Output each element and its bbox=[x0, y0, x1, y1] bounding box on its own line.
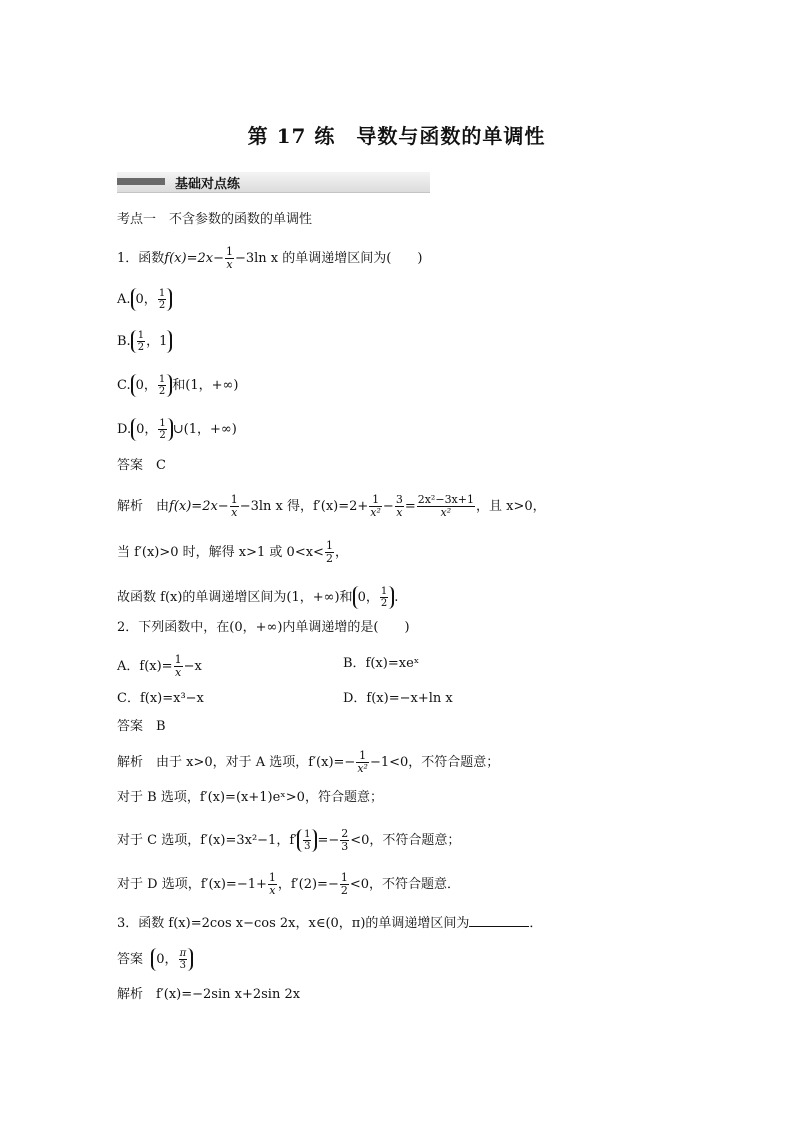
q2-option-a: A．f(x)= $\frac{1}{x}$ −x bbox=[117, 653, 202, 679]
q3-answer: 答案 0， $\frac{\pi}{3}$ bbox=[117, 948, 193, 971]
fraction: $\frac{1}{x}$ bbox=[225, 245, 233, 271]
section-label: 基础对点练 bbox=[175, 177, 241, 192]
q2-explain-1: 解析 由于 x>0，对于 A 选项，f′(x)=− $\frac{1}{\text{x²}}$ −1<0，不符合题意； bbox=[117, 749, 500, 775]
page-title: 第 17 练 导数与函数的单调性 bbox=[247, 124, 546, 148]
topic-heading: 考点一 不含参数的函数的单调性 bbox=[117, 212, 313, 227]
q1-option-b: B. $\frac{1}{2}$ ，1 bbox=[117, 330, 172, 353]
q3-stem: 3．函数 f(x)=2cos x−cos 2x，x∈(0，π)的单调递增区间为 ． bbox=[117, 916, 543, 931]
q1-explain-1: 解析 由f(x)=2x− $\frac{1}{x}$ −3ln x 得，f′(x)=2+ $\frac{1}{\text{x²}}$ − $\frac{3}{x}$ = $\frac{\text{2x²−3x+1}}{\text{x²}}$ ，且 x>0， bbox=[117, 493, 546, 519]
q1-answer: 答案 C bbox=[117, 458, 166, 473]
q1-option-c: C. 0， $\frac{1}{2}$ 和(1，+∞) bbox=[117, 374, 239, 397]
q2-option-b: B．f(x)=xeˣ bbox=[343, 656, 420, 671]
q2-answer: 答案 B bbox=[117, 719, 166, 734]
q1-stem: 1．函数f(x)=2x− $\frac{1}{x}$ −3ln x 的单调递增区间为( ) bbox=[117, 245, 423, 271]
q1-explain-3: 故函数 f(x)的单调递增区间为(1，+∞)和 0， $\frac{1}{2}$ . bbox=[117, 586, 399, 609]
q2-stem: 2．下列函数中，在(0，+∞)内单调递增的是( ) bbox=[117, 620, 410, 635]
interval: 0， $\frac{1}{2}$ bbox=[131, 374, 173, 397]
interval: 0， $\frac{1}{2}$ bbox=[353, 586, 395, 609]
interval: $\frac{1}{3}$ bbox=[297, 829, 317, 852]
interval: 0， $\frac{1}{2}$ bbox=[131, 288, 173, 311]
q3-explain: 解析 f′(x)=−2sin x+2sin 2x bbox=[117, 987, 301, 1002]
answer-blank bbox=[469, 914, 529, 927]
q2-explain-3: 对于 C 选项，f′(x)=3x²−1，f′ $\frac{1}{3}$ =− $\frac{2}{3}$ <0，不符合题意； bbox=[117, 827, 461, 853]
q2-option-c: C．f(x)=x³−x bbox=[117, 691, 204, 706]
interval: 0， $\frac{1}{2}$ bbox=[131, 418, 173, 441]
q1-explain-2: 当 f′(x)>0 时，解得 x>1 或 0<x< $\frac{1}{2}$ ， bbox=[117, 539, 348, 565]
interval: $\frac{1}{2}$ ，1 bbox=[131, 330, 173, 353]
q1-option-a: A. 0， $\frac{1}{2}$ bbox=[117, 288, 172, 311]
q2-explain-2: 对于 B 选项，f′(x)=(x+1)eˣ>0，符合题意； bbox=[117, 790, 383, 805]
q2-explain-4: 对于 D 选项，f′(x)=−1+ $\frac{1}{x}$ ，f′(2)=− $\frac{1}{2}$ <0，不符合题意． bbox=[117, 871, 461, 897]
q2-option-d: D．f(x)=−x+ln x bbox=[343, 691, 453, 706]
q1-option-d: D. 0， $\frac{1}{2}$ ∪(1，+∞) bbox=[117, 418, 237, 441]
section-bar bbox=[117, 178, 165, 185]
interval: 0， $\frac{\pi}{3}$ bbox=[151, 948, 193, 971]
